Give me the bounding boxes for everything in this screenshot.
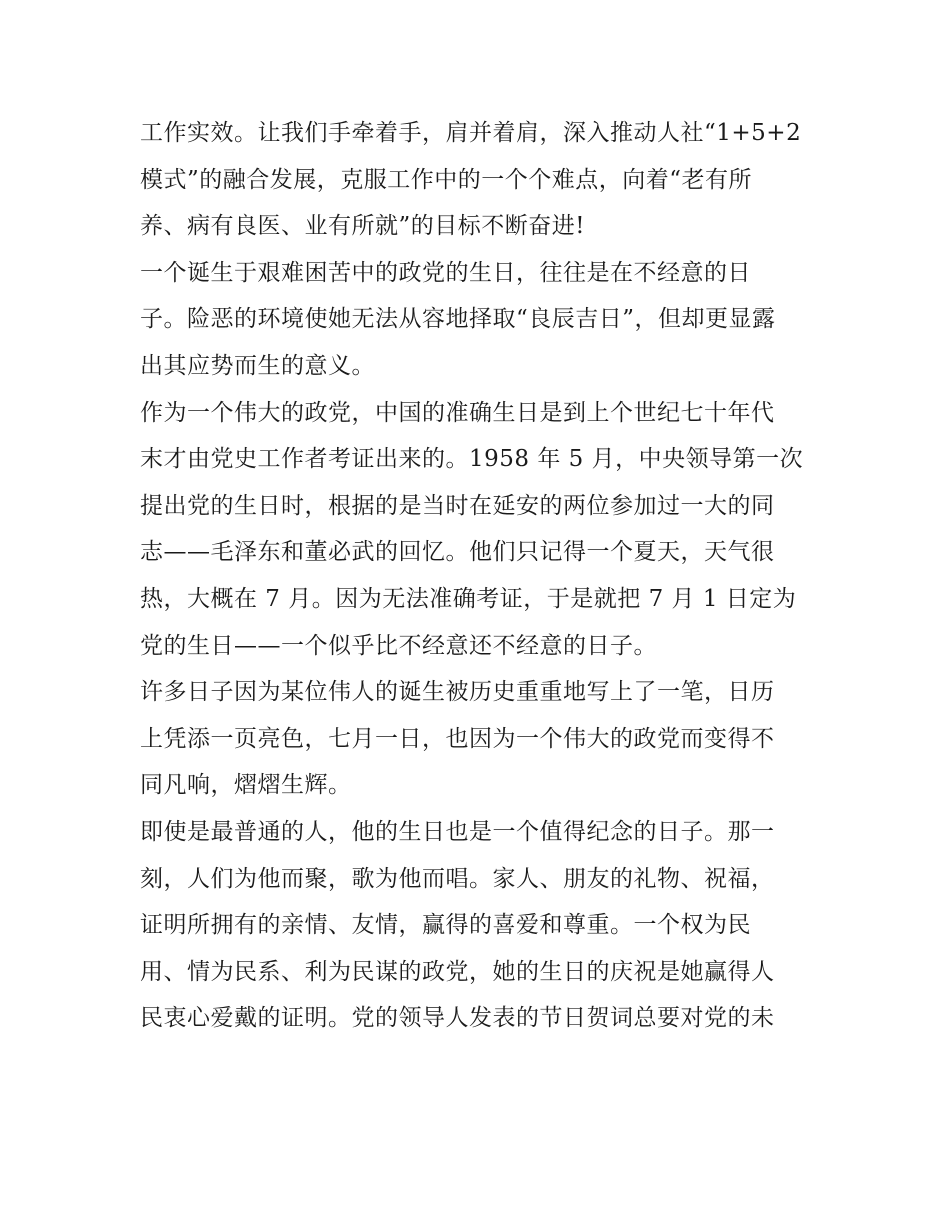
text-line: 刻，人们为他而聚，歌为他而唱。家人、朋友的礼物、祝福，	[140, 865, 775, 892]
text-line: 工作实效。让我们手牵着手，肩并着肩，深入推动人社“1+5+2	[140, 120, 802, 146]
text-line: 即使是最普通的人，他的生日也是一个值得纪念的日子。那一	[140, 818, 775, 845]
text-line: 许多日子因为某位伟人的诞生被历史重重地写上了一笔，日历	[140, 679, 775, 706]
text-line: 党的生日——一个似乎比不经意还不经意的日子。	[140, 632, 657, 659]
body-text	[140, 110, 820, 1042]
text-line: 热，大概在 7 月。因为无法准确考证，于是就把 7 月 1 日定为	[140, 585, 797, 612]
text-line: 子。险恶的环境使她无法从容地择取“良辰吉日”，但却更显露	[140, 306, 776, 333]
text-line: 同凡响，熠熠生辉。	[140, 772, 352, 799]
text-line: 作为一个伟大的政党，中国的准确生日是到上个世纪七十年代	[140, 399, 775, 426]
text-line: 志——毛泽东和董必武的回忆。他们只记得一个夏天，天气很	[140, 539, 775, 566]
text-line: 提出党的生日时，根据的是当时在延安的两位参加过一大的同	[140, 492, 775, 519]
text-line: 养、病有良医、业有所就”的目标不断奋进!	[140, 213, 586, 240]
text-line: 末才由党史工作者考证出来的。1958 年 5 月，中央领导第一次	[140, 446, 804, 473]
text-line: 一个诞生于艰难困苦中的政党的生日，往往是在不经意的日	[140, 259, 751, 286]
text-line: 上凭添一页亮色，七月一日，也因为一个伟大的政党而变得不	[140, 725, 775, 752]
text-line: 证明所拥有的亲情、友情，赢得的喜爱和尊重。一个权为民	[140, 912, 751, 939]
text-line: 出其应势而生的意义。	[140, 352, 375, 379]
text-line: 模式”的融合发展，克服工作中的一个个难点，向着“老有所	[140, 166, 753, 193]
text-line: 民衷心爱戴的证明。党的领导人发表的节日贺词总要对党的未	[140, 1005, 775, 1032]
text-line: 用、情为民系、利为民谋的政党，她的生日的庆祝是她赢得人	[140, 958, 775, 985]
